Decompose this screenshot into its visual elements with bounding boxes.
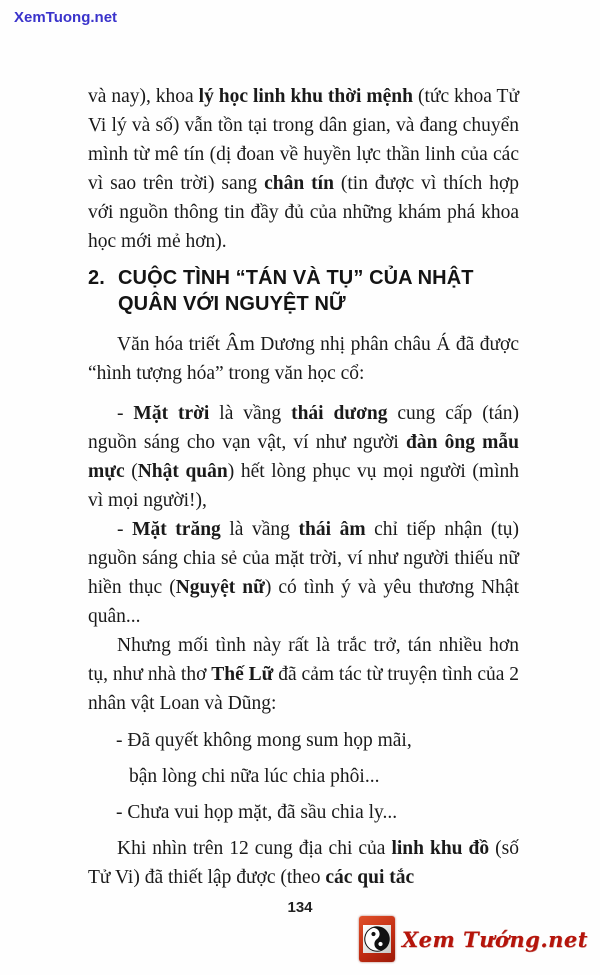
bold-text-segment: đàn ông mẫu mực [88, 432, 519, 482]
watermark-link[interactable]: XemTuong.net [14, 9, 118, 26]
text-segment: - [117, 519, 133, 540]
text-segment: (tin được vì thích hợp với nguồn thông tin đầy đủ của những khám phá khoa học mới mẻ hơn). [88, 173, 520, 252]
text-segment: - [117, 403, 134, 424]
yin-yang-icon [359, 916, 395, 962]
text-segment: ( [124, 461, 138, 482]
paragraph-6 [88, 834, 519, 892]
site-logo[interactable] [359, 916, 588, 962]
bold-text-segment: lý học linh khu thời mệnh [198, 86, 414, 107]
bold-text-segment: chân tín [264, 173, 334, 194]
bold-text-segment: Mặt trời [133, 403, 210, 424]
text-segment: chỉ tiếp nhận (tụ) nguồn sáng chia sẻ của mặt trời, ví như người thiếu nữ hiền thục ( [88, 519, 519, 598]
paragraph-4-moon [88, 515, 519, 631]
verse-line-3: - Chưa vui họp mặt, đã sầu chia ly... [116, 802, 398, 823]
section-number: 2. [88, 267, 105, 289]
bold-text-segment: thái dương [291, 403, 388, 424]
text-segment: là vầng [220, 519, 299, 540]
section-heading [88, 265, 519, 317]
bold-text-segment: thái âm [298, 519, 366, 540]
page-number: 134 [287, 899, 313, 916]
bold-text-segment: Mặt trăng [132, 519, 221, 540]
text-segment: là vầng [209, 403, 292, 424]
bold-text-segment: linh khu đồ [391, 838, 490, 859]
paragraph-1 [88, 82, 519, 256]
text-segment: và nay), khoa [88, 86, 199, 107]
bold-text-segment: Nguyệt nữ [175, 577, 265, 598]
page-content [88, 82, 519, 892]
paragraph-5 [88, 631, 519, 718]
paragraph-3-sun [88, 399, 519, 515]
logo-text: Xem Tướng.net [401, 926, 588, 952]
text-segment: ) có tình ý và yêu thương Nhật quân... [88, 577, 520, 627]
text-segment: ) hết lòng phục vụ mọi người (mình vì mọi người!), [88, 461, 519, 511]
bold-text-segment: Nhật quân [137, 461, 228, 482]
text-segment: Khi nhìn trên 12 cung địa chi của [117, 838, 392, 859]
section-title: CUỘC TÌNH “TÁN VÀ TỤ” CỦA NHẬT QUÂN VỚI NGUYỆT NỮ [118, 267, 474, 315]
text-segment: Nhưng mối tình này rất là trắc trở, tán nhiều hơn tụ, như nhà thơ [88, 635, 519, 685]
bold-text-segment: các qui tắc [325, 867, 415, 888]
paragraph-2 [88, 330, 519, 388]
text-segment: Văn hóa triết Âm Dương nhị phân châu Á đã được “hình tượng hóa” trong văn học cổ: [88, 334, 519, 384]
bold-text-segment: Thế Lữ [211, 664, 274, 685]
verse-line-2: bận lòng chi nữa lúc chia phôi... [129, 766, 380, 787]
text-segment: cung cấp (tán) nguồn sáng cho vạn vật, ví như người [88, 403, 519, 453]
text-segment: (tức khoa Tử Vi lý và số) vẫn tồn tại trong dân gian, và đang chuyển mình từ mê tín (dị đoan về huyền lực thần linh của các vì sao trên trời) sang [88, 86, 520, 194]
text-segment: đã cảm tác từ truyện tình của 2 nhân vật Loan và Dũng: [88, 664, 520, 714]
verse-line-1: - Đã quyết không mong sum họp mãi, [116, 730, 412, 751]
text-segment: (số Tử Vi) đã thiết lập được (theo [88, 838, 519, 888]
verse-block [88, 726, 519, 827]
